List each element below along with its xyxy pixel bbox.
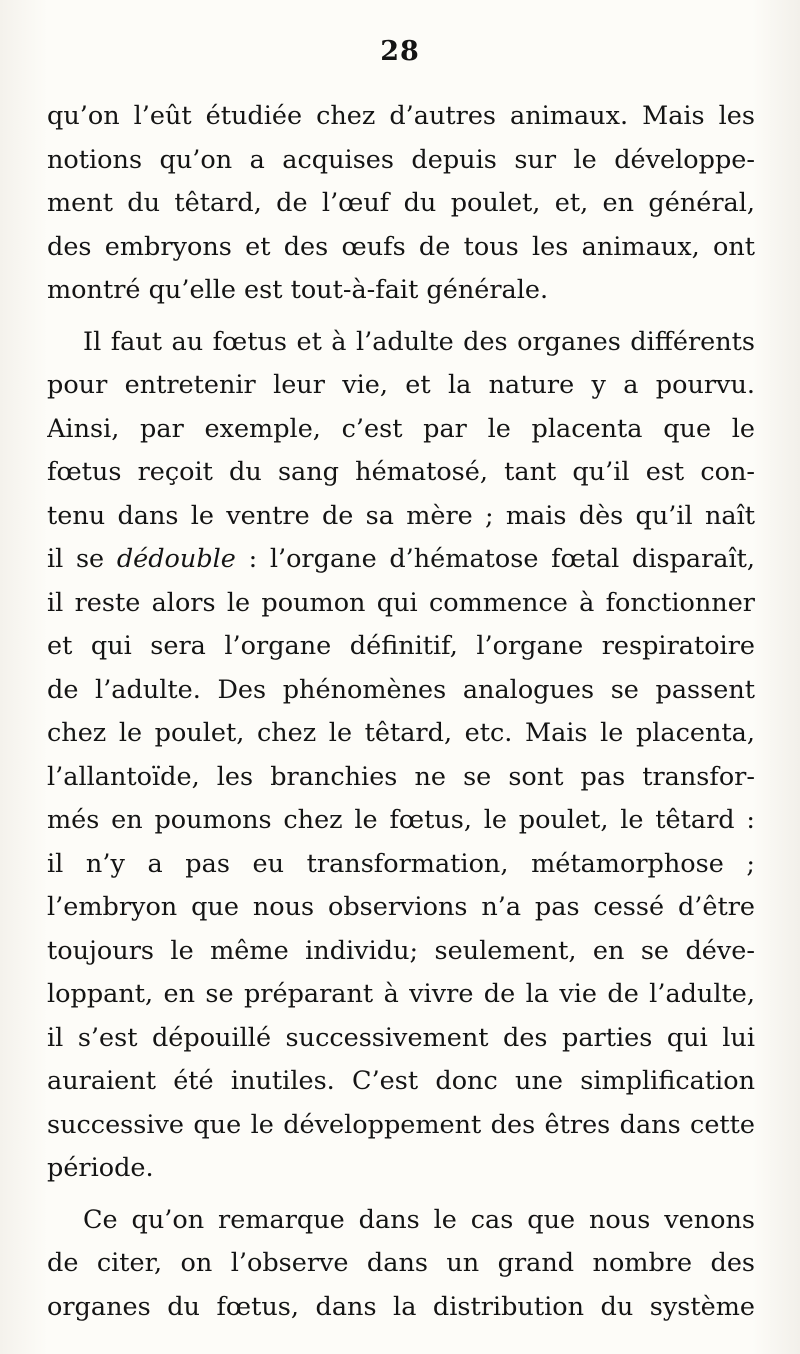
text-line: montré qu’elle est tout-à-fait générale. [47,275,549,305]
text-line: toujours le même individu; seulement, en se déve- [47,935,755,966]
paragraph-1 [47,95,755,313]
text-line: Il faut au fœtus et à l’adulte des organes différents [83,326,755,357]
text-line: de citer, on l’observe dans un grand nombre des [47,1248,755,1278]
body-text [47,95,755,1329]
text-line-with-italic [47,538,755,582]
text-segment: il se [47,544,117,574]
text-line: fœtus reçoit du sang hématosé, tant qu’il est con- [47,457,755,487]
text-line: il n’y a pas eu transformation, métamorphose ; [47,848,755,879]
italic-term: dédouble [116,544,236,574]
text-line: l’embryon que nous observions n’a pas cessé d’être [47,892,755,922]
text-line: organes du fœtus, dans la distribution du système [47,1291,755,1322]
text-line: loppant, en se préparant à vivre de la vie de l’adulte, [47,979,755,1009]
text-line: il reste alors le poumon qui commence à fonctionner [47,587,755,618]
paragraph-3 [47,1199,755,1330]
text-line: chez le poulet, chez le têtard, etc. Mais le placenta, [47,718,755,748]
text-line: l’allantoïde, les branchies ne se sont pas transfor- [47,761,755,792]
text-line: auraient été inutiles. C’est donc une simplification [47,1066,755,1096]
text-line: période. [47,1153,154,1183]
text-line: notions qu’on a acquises depuis sur le développe- [47,144,755,175]
text-line: pour entretenir leur vie, et la nature y a pourvu. [47,370,755,400]
page-number: 28 [380,36,420,67]
text-line: et qui sera l’organe définitif, l’organe respiratoire [47,631,755,661]
text-line: més en poumons chez le fœtus, le poulet, le têtard : [47,805,755,835]
text-line: tenu dans le ventre de sa mère ; mais dès qu’il naît [47,500,755,531]
text-line: qu’on l’eût étudiée chez d’autres animaux. Mais les [47,101,755,131]
text-line: Ce qu’on remarque dans le cas que nous venons [83,1204,755,1235]
text-line: successive que le développement des êtres dans cette [47,1109,755,1140]
text-line: des embryons et des œufs de tous les animaux, ont [47,231,755,262]
text-line: ment du têtard, de l’œuf du poulet, et, en général, [47,188,755,218]
text-line: il s’est dépouillé successivement des parties qui lui [47,1022,755,1053]
text-line: de l’adulte. Des phénomènes analogues se passent [47,674,755,705]
text-segment: : l’organe d’hématose fœtal disparaît, [235,544,755,574]
text-line: Ainsi, par exemple, c’est par le placenta que le [47,413,755,444]
paragraph-2 [47,321,755,1191]
